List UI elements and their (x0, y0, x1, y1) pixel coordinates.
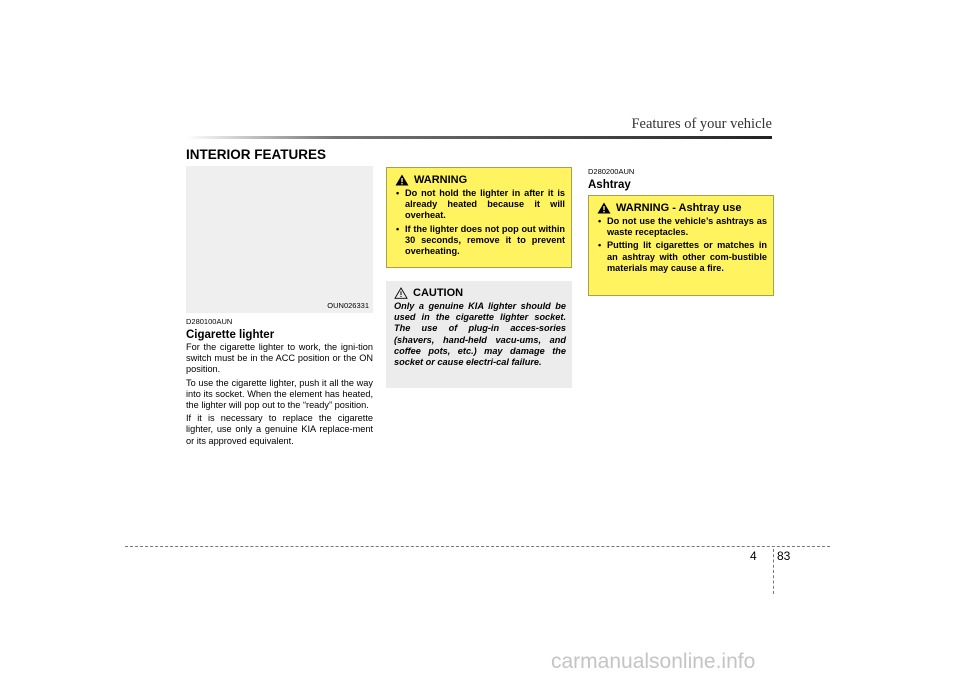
lighter-figure (186, 166, 373, 313)
chapter-number: 4 (750, 549, 757, 563)
page-number: 83 (777, 549, 791, 563)
ashtray-heading: Ashtray (588, 179, 631, 191)
lighter-paragraph-1: For the cigarette lighter to work, the igni-tion switch must be in the ACC position or the ON position. (186, 342, 373, 375)
footer-rule (125, 546, 830, 547)
section-title: INTERIOR FEATURES (186, 147, 327, 162)
warning-icon (597, 202, 611, 214)
figure-code: OUN026331 (327, 301, 369, 310)
warning-item: • Do not hold the lighter in after it is already heated because it will overheat. (396, 188, 565, 221)
warning-list (395, 188, 565, 257)
watermark: carmanualsonline.info (551, 650, 756, 673)
warning-item: • Do not use the vehicle’s ashtrays as waste receptacles. (598, 216, 767, 238)
lighter-warning-box (386, 167, 572, 268)
page-header-title: Features of your vehicle (631, 116, 772, 132)
warning-title: WARNING (414, 174, 468, 186)
lighter-heading: Cigarette lighter (186, 329, 275, 341)
warning-item: • Putting lit cigarettes or matches in an ashtray with other com-bustible materials may cause a fire. (598, 240, 767, 273)
ashtray-code: D280200AUN (588, 167, 635, 176)
lighter-caution-box (386, 281, 572, 388)
lighter-paragraph-3: If it is necessary to replace the cigarette lighter, use only a genuine KIA replace-ment or its approved equivalent. (186, 413, 373, 446)
lighter-paragraph-2: To use the cigarette lighter, push it all the way into its socket. When the element has heated, the lighter will pop out to the “ready” position. (186, 377, 373, 411)
lighter-code: D280100AUN (186, 317, 233, 326)
page-number-divider (773, 549, 774, 594)
warning-item: • If the lighter does not pop out within 30 seconds, remove it to prevent overheating. (396, 223, 565, 257)
ashtray-warning-box (588, 195, 774, 296)
caution-icon (394, 287, 408, 299)
lighter-section (186, 317, 373, 449)
warning-icon (395, 174, 409, 186)
caution-title: CAUTION (413, 287, 464, 299)
header-rule (186, 136, 772, 139)
ashtray-section (588, 167, 774, 192)
ashtray-warning-list (597, 216, 767, 274)
ashtray-warning-title: WARNING - Ashtray use (616, 202, 742, 214)
caution-text: Only a genuine KIA lighter should be used in the cigarette lighter socket. The use of plug-in acces-sories (shavers, hand-held vacu-ums, and coffee pots, etc.) may damage the socket or cause electri-cal failure. (394, 301, 566, 368)
